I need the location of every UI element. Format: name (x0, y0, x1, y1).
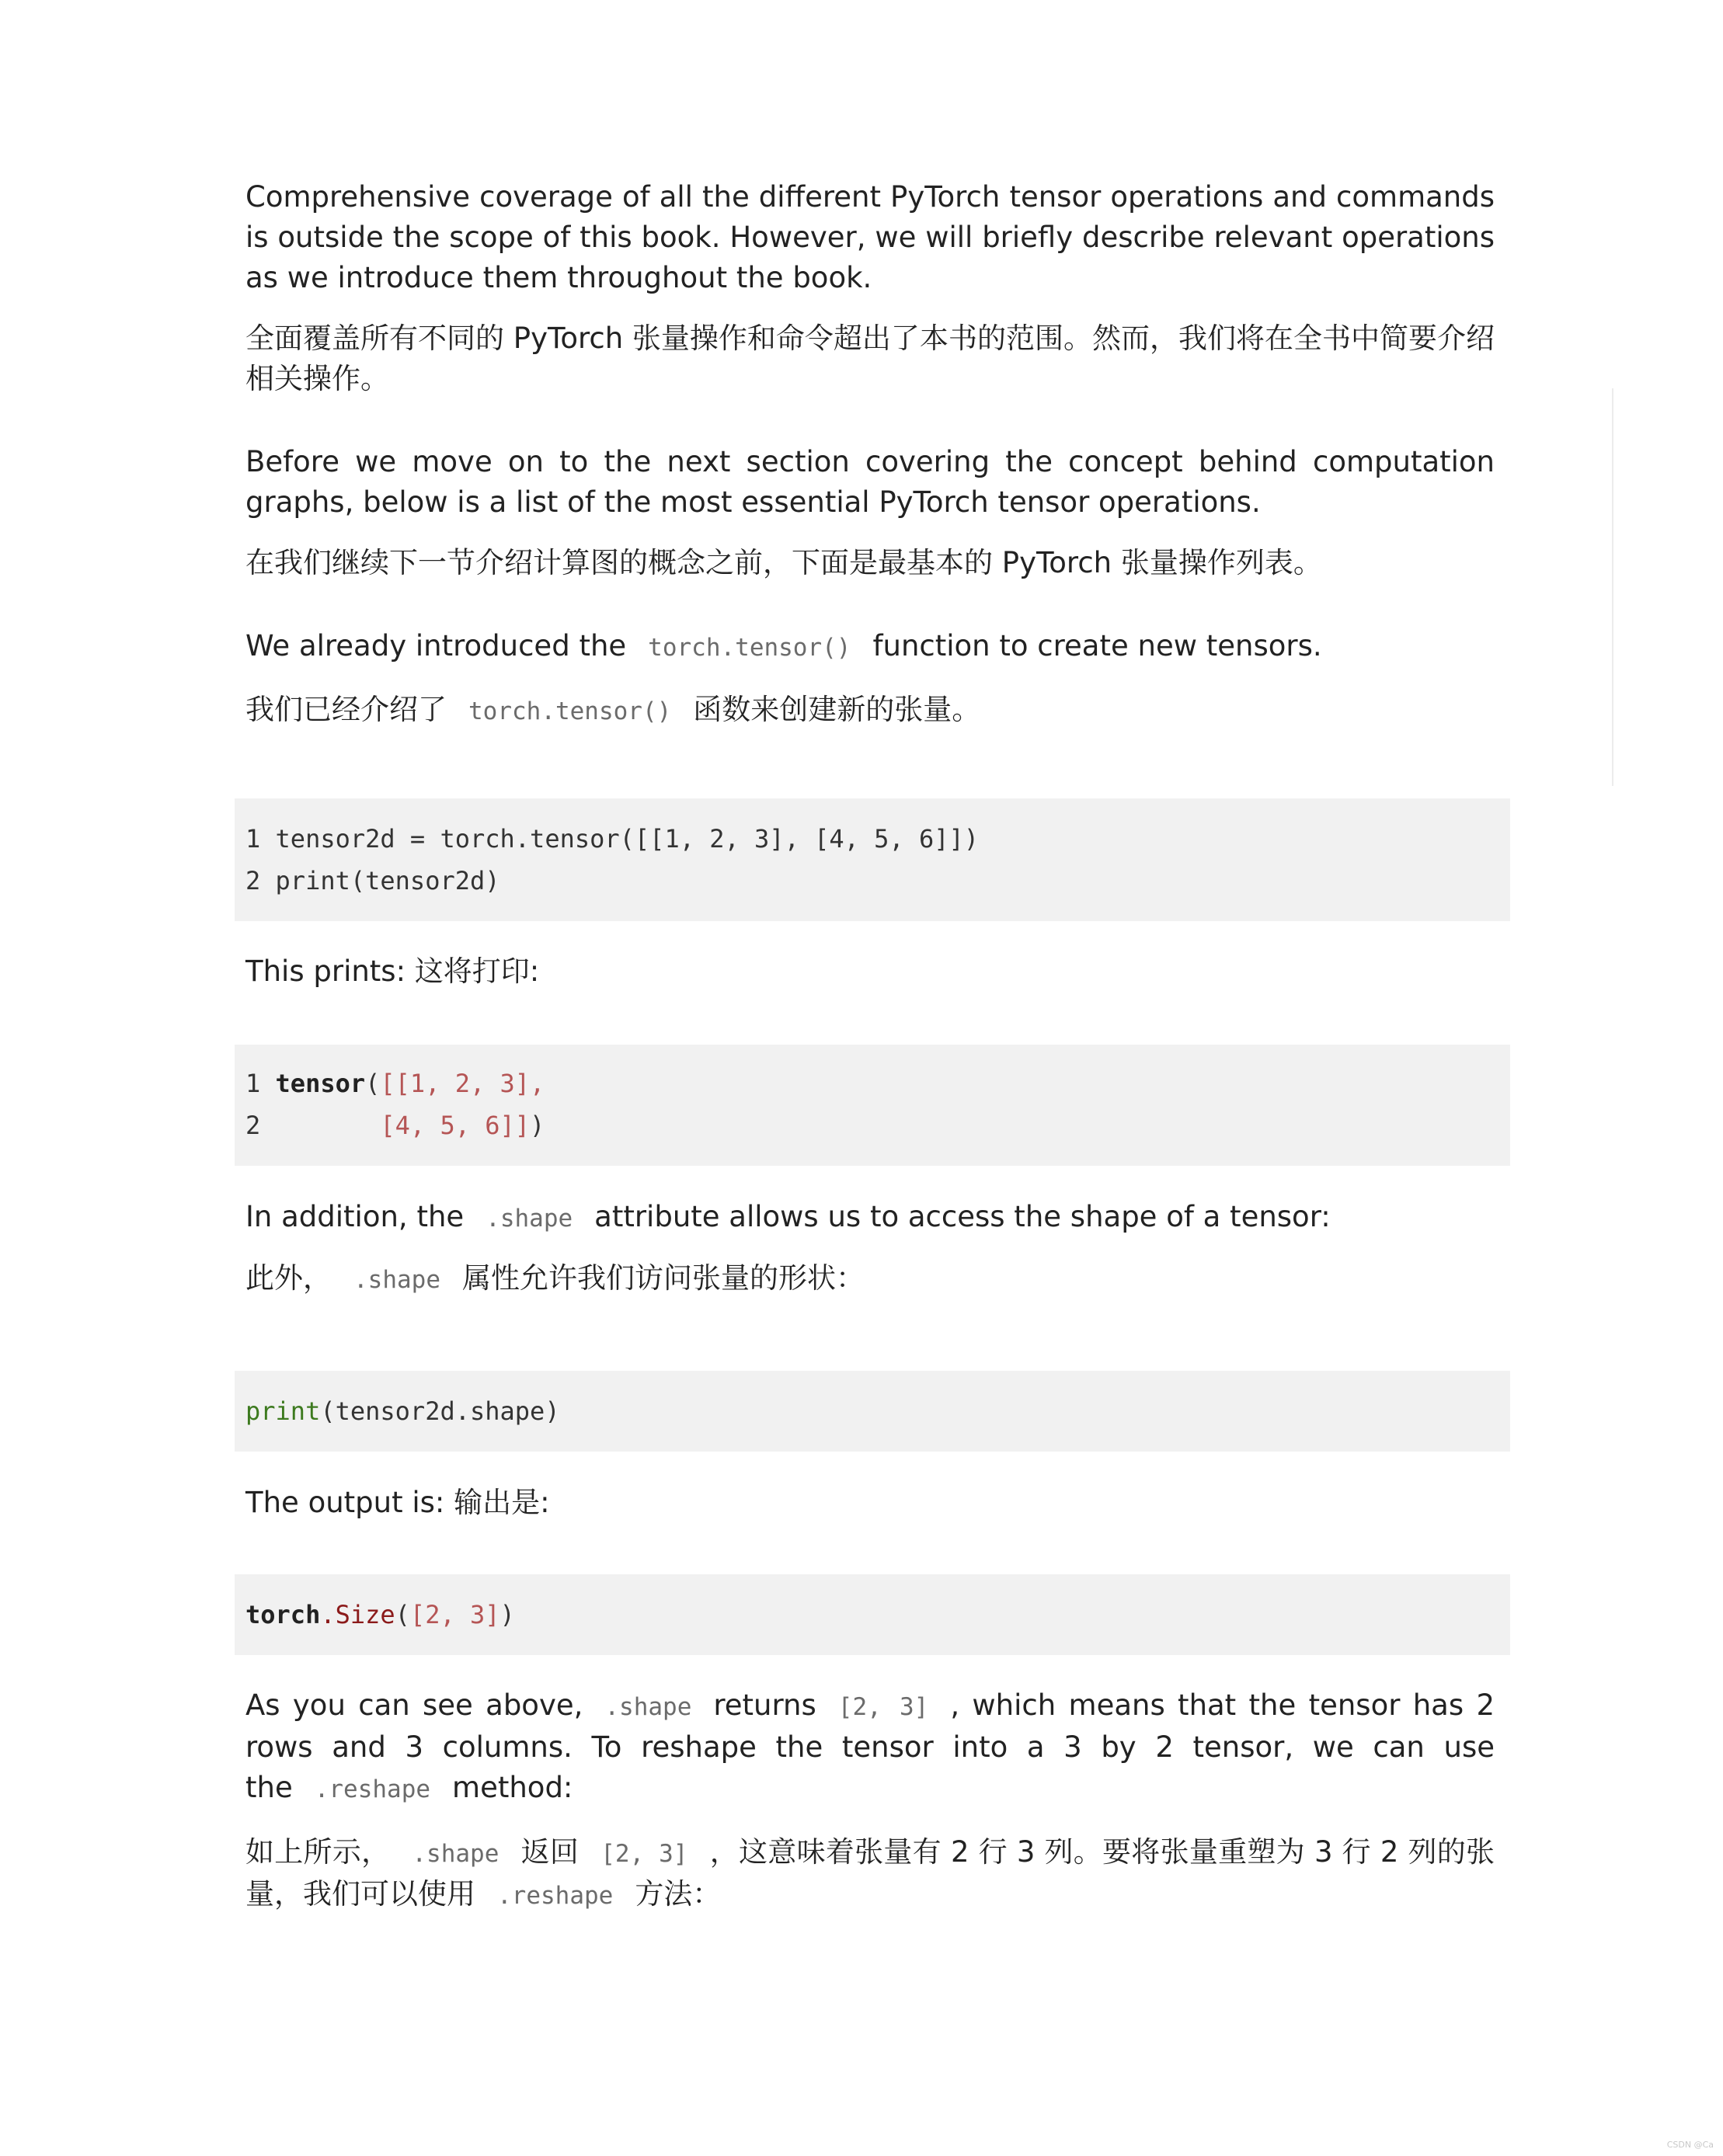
paragraph-reshape-zh (245, 1832, 1495, 1916)
code-line (245, 1598, 515, 1632)
code-class: Size (335, 1600, 395, 1629)
inline-code: .reshape (314, 1775, 431, 1803)
inline-code: [2, 3] (837, 1693, 929, 1721)
text-segment: , which means that the tensor has 2 rows and 3 columns. To reshape the tensor into a 3 by 2 tensor, we can use the (245, 1688, 1495, 1804)
inline-code: .shape (486, 1205, 573, 1233)
prints-label: This prints: 这将打印: (245, 955, 540, 988)
code-line (245, 1108, 545, 1142)
code-line (245, 1394, 560, 1428)
text-segment: 此外， (245, 1261, 332, 1295)
inline-code: .shape (353, 1266, 440, 1294)
code-punct: ( (395, 1600, 410, 1629)
code-line: 2 print(tensor2d) (245, 866, 500, 895)
paragraph-scope-en: Comprehensive coverage of all the different PyTorch tensor operations and commands is outside the scope of this book. However, we will briefly describe relevant operations as we introduce them throughout the book. (245, 180, 1495, 294)
inline-code: .shape (604, 1693, 692, 1721)
paragraph-torch-tensor-en (245, 626, 1495, 668)
text-segment: 我们已经介绍了 (245, 693, 447, 726)
code-args: (tensor2d.shape) (320, 1396, 560, 1426)
paragraph-reshape-en (245, 1685, 1495, 1810)
code-block-print-output (235, 1045, 1510, 1166)
text-segment: In addition, the (245, 1200, 465, 1233)
code-line: 1 tensor2d = torch.tensor([[1, 2, 3], [4, 5, 6]]) (245, 824, 980, 854)
scrollbar-track[interactable] (1612, 388, 1613, 786)
inline-code: .reshape (497, 1882, 614, 1910)
paragraph-shape-zh (245, 1258, 1495, 1300)
text-segment: method: (452, 1771, 573, 1804)
watermark: CSDN @Ca (1666, 2140, 1714, 2150)
text-segment: function to create new tensors. (872, 629, 1322, 662)
code-values: [2, 3] (409, 1600, 500, 1629)
code-indent (260, 1111, 380, 1140)
paragraph-scope-zh: 全面覆盖所有不同的 PyTorch 张量操作和命令超出了本书的范围。然而，我们将在全书中简要介绍相关操作。 (245, 322, 1495, 395)
text-segment: 返回 (520, 1835, 580, 1869)
code-line (245, 1066, 545, 1101)
inline-code: torch.tensor() (648, 634, 851, 662)
code-values: [[1, 2, 3], (380, 1069, 545, 1098)
code-punct: . (320, 1600, 336, 1629)
text-segment: As you can see above, (245, 1688, 583, 1722)
text-segment: returns (713, 1688, 816, 1722)
paragraph-list-intro-en: Before we move on to the next section covering the concept behind computation graphs, below is a list of the most essential PyTorch tensor operations. (245, 445, 1495, 519)
code-keyword: tensor (275, 1069, 366, 1098)
code-block-shape (235, 1371, 1510, 1452)
paragraph-list-intro-zh: 在我们继续下一节介绍计算图的概念之前，下面是最基本的 PyTorch 张量操作列表。 (245, 546, 1322, 579)
code-builtin: print (245, 1396, 321, 1426)
output-label: The output is: 输出是: (245, 1486, 550, 1519)
text-segment: 函数来创建新的张量。 (693, 693, 981, 726)
text-segment: 方法： (635, 1877, 722, 1911)
paragraph-shape-en (245, 1197, 1495, 1239)
line-number: 2 (245, 1111, 261, 1140)
line-number: 1 (245, 1069, 276, 1098)
text-segment: We already introduced the (245, 629, 627, 662)
text-segment: 属性允许我们访问张量的形状： (461, 1261, 865, 1295)
code-punct: ( (365, 1069, 381, 1098)
code-punct: ) (530, 1111, 545, 1140)
code-block-tensor2d (235, 798, 1510, 921)
text-segment: 如上所示， (245, 1835, 391, 1869)
paragraph-torch-tensor-zh (245, 690, 1495, 732)
code-values: [4, 5, 6]] (380, 1111, 531, 1140)
inline-code: torch.tensor() (468, 697, 672, 725)
code-module: torch (245, 1600, 321, 1629)
inline-code: [2, 3] (600, 1840, 688, 1868)
inline-code: .shape (412, 1840, 499, 1868)
text-segment: attribute allows us to access the shape of a tensor: (594, 1200, 1331, 1233)
code-punct: ) (499, 1600, 515, 1629)
text-segment: ，这意味着张量有 2 行 3 列。要将张量重塑为 3 行 2 列的张量，我们可以使用 (245, 1835, 1495, 1911)
code-block-size-output (235, 1574, 1510, 1655)
